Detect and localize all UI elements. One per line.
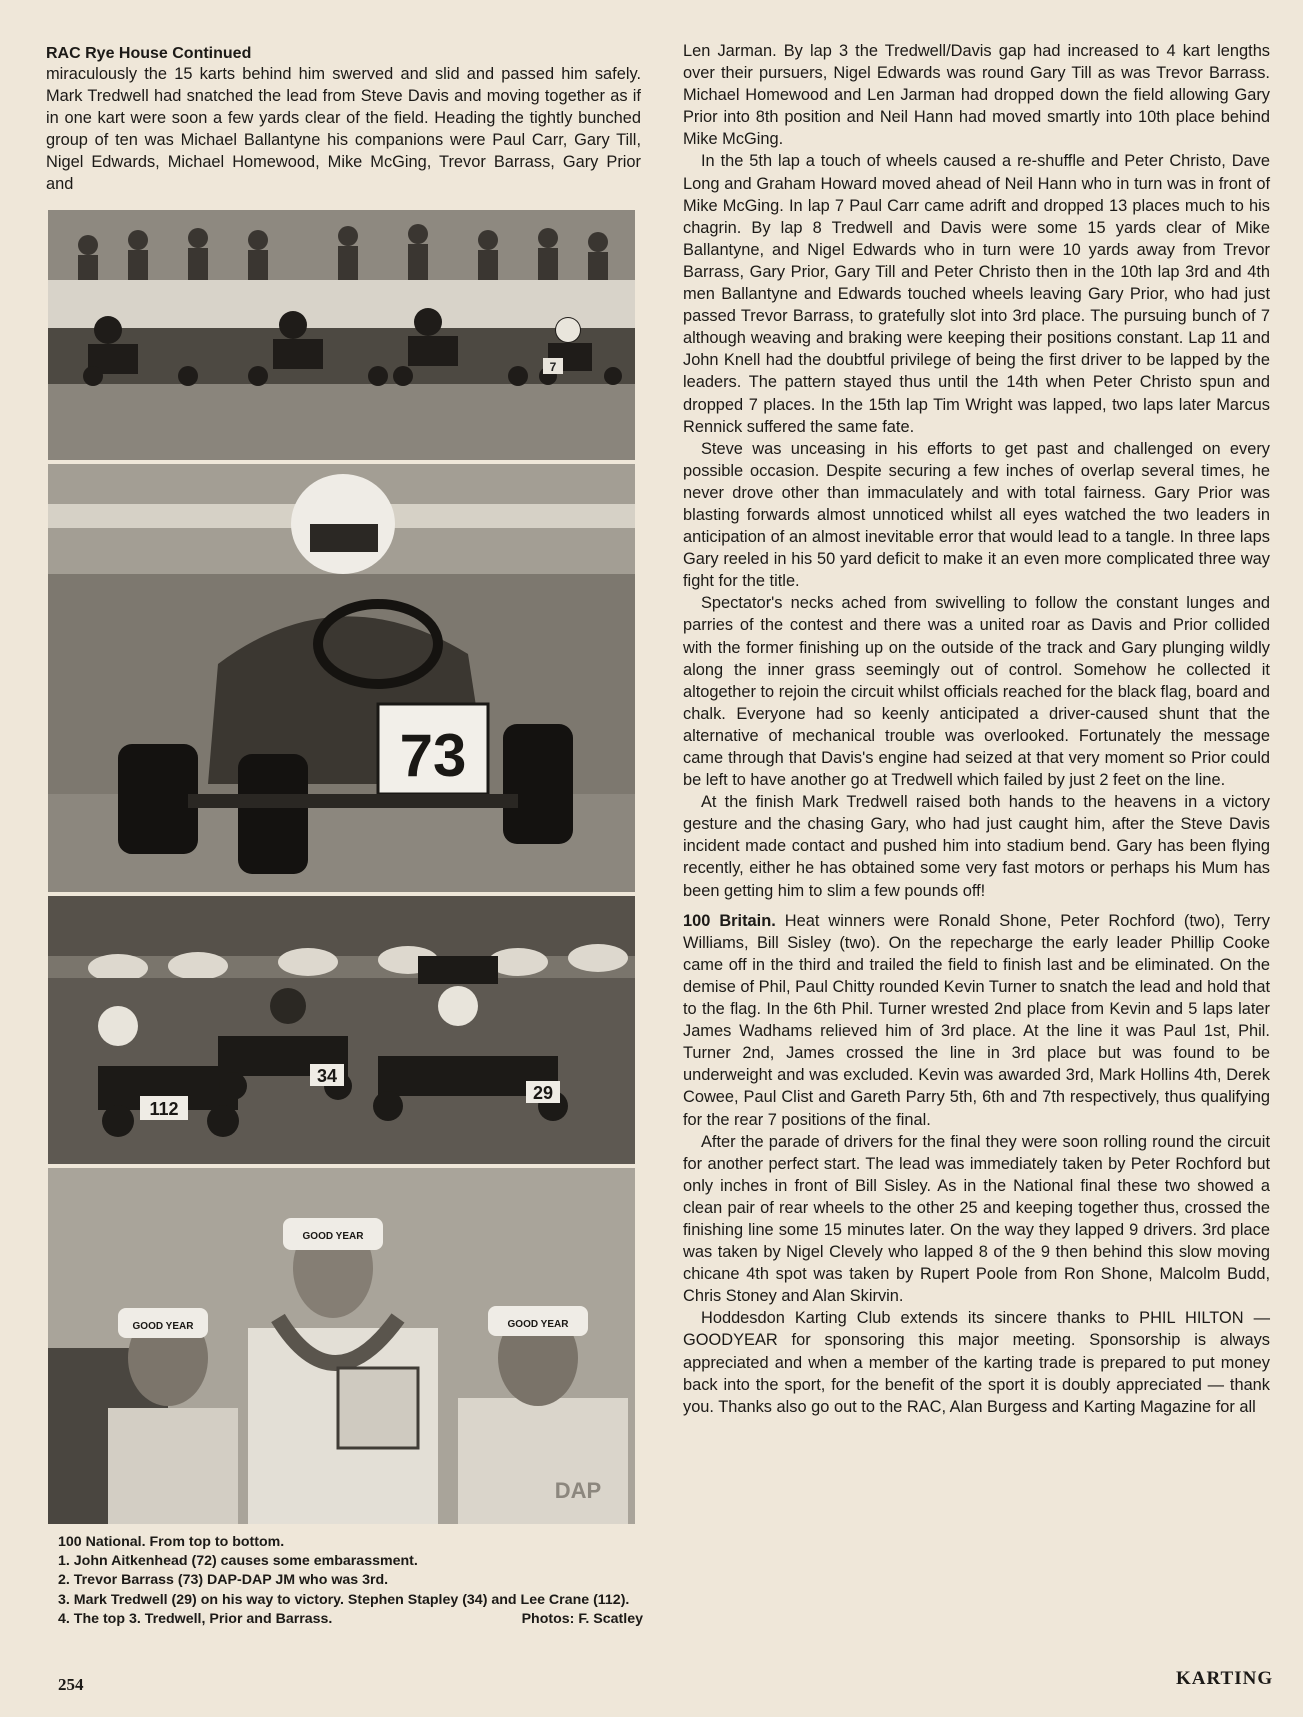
right-paragraph-2: In the 5th lap a touch of wheels caused a re-shuffle and Peter Christo, Dave Long and Graham Howard moved ahead of Neil Hann who in turn was in front of Mike McGing. In lap 7 Paul Carr came adrift and dropped 13 places much to his chagrin. By lap 8 Tredwell and Davis were some 15 yards clear of Mike Ballantyne, and Nigel Edwards who in turn were 10 yards away from Trevor Barrass, Gary Prior, Gary Till and Peter Christo then in the 10th lap 3rd and 4th men Ballantyne and Edwards touched wheels leaving Gary Prior, who had just passed Trevor Barrass, to gratefully slot into 3rd place. The pursuing bunch of 7 although weaving and braking were keeping their positions constant. Lap 11 and John Knell had the doubtful privilege of being the first driver to be lapped by the leaders. The pattern stayed thus until the 14th when Peter Christo spun and dropped 7 places. In the 15th lap Tim Wright was lapped, two laps later Marcus Rennick suffered the same fate. [683,152,1270,436]
caption-title: 100 National. From top to bottom. [58,1534,285,1550]
photo-podium [48,1168,635,1524]
photo-karts-crowd [48,210,635,460]
photo-credit: Photos: F. Scatley [521,1610,643,1627]
caption-line-1: 1. John Aitkenhead (72) causes some embarassment. [58,1553,418,1570]
right-column [683,40,1270,1418]
caption-line-3: 3. Mark Tredwell (29) on his way to victory. Stephen Stapley (34) and Lee Crane (112). [58,1591,630,1608]
right-paragraph-8: Hoddesdon Karting Club extends its sincere thanks to PHIL HILTON — GOODYEAR for sponsoring this major meeting. Sponsorship is always appreciated and when a member of the karting trade is prepared to put money back into the sport, for the benefit of the sport it is doubly appreciated — thank you. Thanks also go out to the RAC, Alan Burgess and Karting Magazine for all [683,1309,1270,1416]
kart-number-29: 29 [532,1083,554,1103]
caption-line-2: 2. Trevor Barrass (73) DAP-DAP JM who was 3rd. [58,1572,389,1589]
right-paragraph-5: At the finish Mark Tredwell raised both hands to the heavens in a victory gesture and the chasing Gary, who had just caught him, after the Steve Davis incident made contact and pushed him into stadium bend. Gary has been flying recently, either he has obtained some very fast motors or perhaps his Mum has been getting him to slim a few pounds off! [683,793,1270,900]
right-paragraph-4: Spectator's necks ached from swivelling to follow the constant lunges and parries of the contest and there was a united roar as Davis and Prior collided with the former finishing up on the outside of the track and Gary plunging wildly along the inner grass seemingly out of control. Somehow he collected it altogether to rejoin the circuit whilst officials reached for the black flag, board and chalk. Everyone had so keenly anticipated a driver-caused shunt that the alternative of mechanical trouble was overlooked. Fortunately the message came through that Davis's engine had seized at that very moment so Prior could be left to have another go at Tredwell which failed by just 2 feet on the line. [683,594,1270,790]
photo-karts-racing [48,896,635,1164]
left-column [46,44,641,196]
right-paragraph-3: Steve was unceasing in his efforts to get past and challenged on every possible occasion. Despite securing a few inches of overlap several times, he never drove other than immaculately and with total fairness. Gary Prior was blasting forwards almost unnoticed whilst all eyes watched the two leaders in anticipation of an almost inevitable error that would lead to a tangle. In three laps Gary reeled in his 50 yard deficit to make it an even more complicated three way fight for the title. [683,439,1270,591]
caption-last-row [58,1610,643,1629]
photo-caption [58,1533,643,1629]
kart-number-112: 112 [149,1099,179,1119]
article-heading: RAC Rye House Continued [46,45,252,62]
kart-number-73: 73 [399,722,467,789]
right-paragraph-6-body: Heat winners were Ronald Shone, Peter Rochford (two), Terry Williams, Bill Sisley (two). On the repecharge the early leader Phillip Cooke came off in the third and trailed the field to finish last and be eliminated. On the demise of Phil, Paul Chitty rounded Kevin Turner to snatch the lead and hold that to the flag. In the 6th Phil. Turner wrested 2nd place from Kevin and 5 laps later James Wadhams relieved him of 3rd place. At the line it was Paul 1st, Phil. Turner 2nd, James crossed the line in 3rd place but was found to be underweight and was excluded. Kevin was awarded 3rd, Mark Hollins 4th, Derek Cowee, Paul Clist and Gareth Parry 5th, 6th and 7th respectively, thus qualifying for the rear 7 positions of the final. [683,911,1270,1129]
magazine-name: KARTING [1176,1668,1274,1689]
cap-text-middle: GOOD YEAR [302,1231,364,1242]
left-paragraph: miraculously the 15 karts behind him swerved and slid and passed him safely. Mark Tredwell had snatched the lead from Steve Davis and moving together as if in one kart were soon a few yards clear of the field. Heading the tightly bunched group of ten was Michael Ballantyne his companions were Paul Carr, Gary Till, Nigel Edwards, Michael Homewood, Mike McGing, Trevor Barrass, Gary Prior and [46,65,641,194]
kart-number-7: 7 [549,360,557,374]
right-paragraph-1: Len Jarman. By lap 3 the Tredwell/Davis gap had increased to 4 kart lengths over their pursuers, Nigel Edwards was round Gary Till as was Trevor Barrass. Michael Homewood and Len Jarman had dropped down the field allowing Gary Prior into 8th position and Neil Hann had moved smartly into 10th place behind Mike McGing. [683,42,1270,149]
kart-number-34: 34 [316,1066,338,1086]
photo-kart-73 [48,464,635,892]
page-number: 254 [58,1675,84,1694]
cap-text-right: GOOD YEAR [507,1319,569,1330]
right-paragraph-7: After the parade of drivers for the final they were soon rolling round the circuit for another perfect start. The lead was immediately taken by Peter Rochford but only inches in front of Bill Sisley. As in the National final these two showed a clean pair of rear wheels to the other 25 and keeping together thus, crossed the finishing line some 15 minutes later. On the way they lapped 9 drivers. 3rd place was taken by Nigel Clevely who lapped 8 of the 9 then behind this slow moving chicane 4th spot was taken by Rupert Poole from Ron Shone, Malcolm Budd, Chris Stoney and Alan Skirvin. [683,1132,1270,1306]
right-paragraph-6 [683,910,1270,1131]
shirt-text-dap: DAP [554,1478,602,1503]
cap-text-left: GOOD YEAR [132,1321,194,1332]
section-lead-100-britain: 100 Britain. [683,911,776,930]
caption-line-4: 4. The top 3. Tredwell, Prior and Barrass. [58,1610,333,1627]
